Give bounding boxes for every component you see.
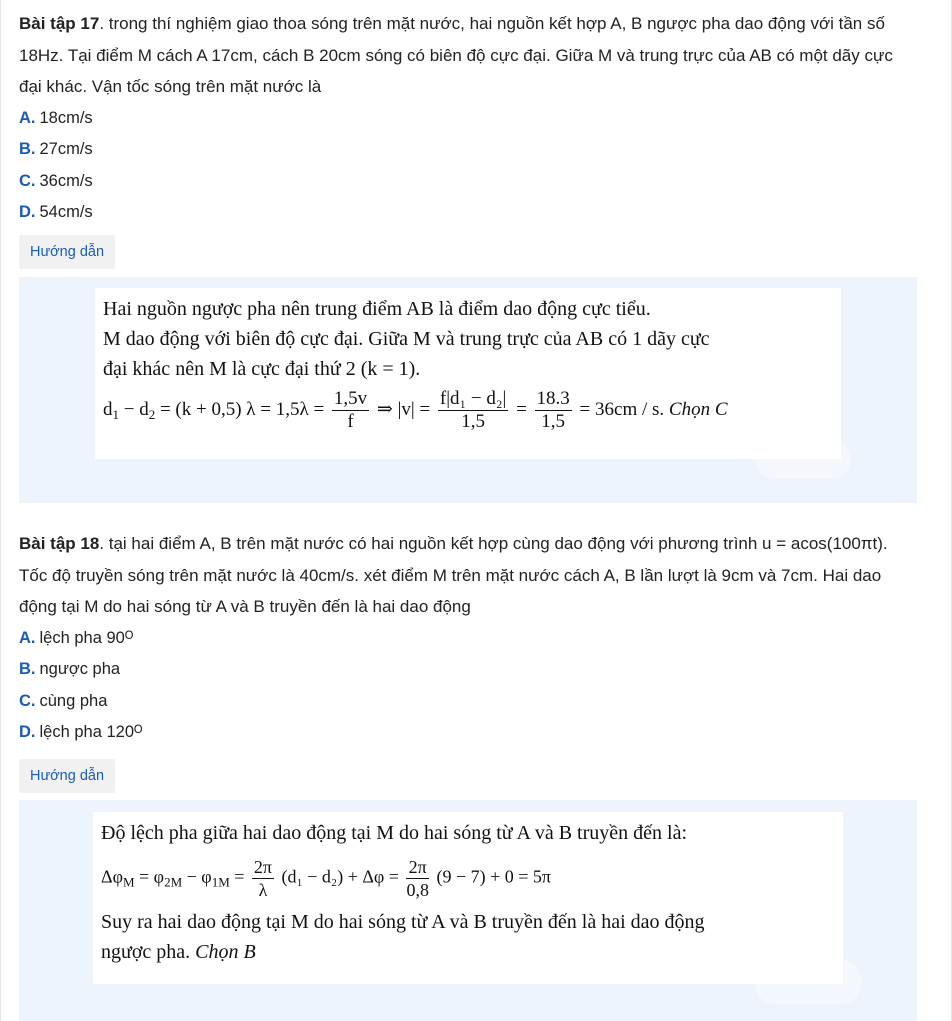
- formula-text: (9 − 7) + 0 = 5π: [436, 866, 551, 887]
- solution-text: ngược pha.: [101, 941, 191, 963]
- formula-text: =: [516, 398, 527, 420]
- solution-choice: Chọn C: [668, 398, 728, 420]
- solution-box-17: [19, 277, 917, 503]
- option-text: ngược pha: [39, 660, 121, 678]
- exercise-18: [19, 528, 917, 749]
- option-b[interactable]: [19, 134, 917, 166]
- exercise-17-title: Bài tập 17: [19, 14, 100, 33]
- option-a[interactable]: [19, 103, 917, 135]
- formula-fraction: $\frac{2\pi}{\lambda}$: [253, 857, 272, 900]
- formula-text: (d₁ − d₂) + Δφ =: [281, 866, 399, 887]
- option-label: D.: [19, 203, 36, 221]
- option-text: 54cm/s: [39, 203, 93, 221]
- formula-fraction: $\frac{18.3}{1,5}$: [536, 388, 570, 432]
- option-label: B.: [19, 140, 36, 158]
- guide-toggle-button[interactable]: Hướng dẫn: [19, 235, 115, 269]
- option-text: 18cm/s: [39, 108, 93, 127]
- option-label: B.: [19, 660, 36, 678]
- solution-image-18: [93, 812, 843, 984]
- formula-fraction: $\frac{1,5v}{f}$: [333, 388, 368, 432]
- option-label: D.: [19, 723, 36, 741]
- formula-fraction: $\frac{\text{f|d₁ − d₂|}}{1,5}$: [439, 388, 507, 432]
- option-c[interactable]: [19, 686, 917, 718]
- option-text: 36cm/s: [39, 171, 93, 190]
- option-label: A.: [19, 628, 36, 647]
- solution-choice: Chọn B: [195, 941, 256, 963]
- exercise-17-question: [19, 8, 917, 103]
- solution-box-18: [19, 800, 917, 1021]
- formula-text: d: [103, 398, 113, 420]
- solution-line: Suy ra hai dao động tại M do hai sóng từ A và B truyền đến là hai dao động: [101, 911, 705, 933]
- solution-image-17: [95, 288, 841, 459]
- formula-fraction: $\frac{2\pi}{0,8}$: [406, 857, 429, 900]
- formula-text: Δφ: [101, 866, 123, 887]
- exercise-17-text: . trong thí nghiệm giao thoa sóng trên mặt nước, hai nguồn kết hợp A, B ngược pha dao động với tần số 18Hz. Tại điểm M cách A 17cm, cách B 20cm sóng có biên độ cực đại. Giữa M và trung trực của AB có một dãy cực đại khác. Vận tốc sóng trên mặt nước là: [19, 14, 893, 96]
- solution-line: Độ lệch pha giữa hai dao động tại M do hai sóng từ A và B truyền đến là:: [101, 822, 688, 844]
- option-text: cùng pha: [39, 691, 108, 710]
- exercise-18-question: [19, 528, 917, 623]
- option-label: C.: [19, 171, 36, 190]
- option-a[interactable]: [19, 623, 917, 655]
- formula-text: = φ: [139, 866, 165, 887]
- solution-line: M dao động với biên độ cực đại. Giữa M và trung trực của AB có 1 dãy cực: [103, 328, 710, 350]
- option-text: lệch pha 120ᴼ: [39, 723, 143, 741]
- option-c[interactable]: [19, 166, 917, 198]
- exercise-18-title: Bài tập 18: [19, 534, 100, 553]
- guide-toggle-button[interactable]: Hướng dẫn: [19, 759, 115, 793]
- solution-line: đại khác nên M là cực đại thứ 2 (k = 1).: [103, 358, 421, 380]
- solution-line: Hai nguồn ngược pha nên trung điểm AB là điểm dao động cực tiểu.: [103, 298, 651, 320]
- option-d[interactable]: [19, 197, 917, 229]
- exercise-17: [19, 8, 917, 229]
- option-label: C.: [19, 691, 36, 710]
- exercise-18-text: . tại hai điểm A, B trên mặt nước có hai nguồn kết hợp cùng dao động với phương trình u = acos(100πt). Tốc độ truyền sóng trên mặt nước là 40cm/s. xét điểm M trên mặt nước cách A, B lần lượt là 9cm và 7cm. Hai dao động tại M do hai sóng từ A và B truyền đến là hai dao động: [19, 534, 888, 616]
- option-d[interactable]: [19, 717, 917, 749]
- option-text: lệch pha 90ᴼ: [39, 628, 134, 647]
- solution-formula: $d_1 - d_2 = (k + 0,5) \lambda = 1,5\lambda$ = $\frac{1,5v}{f}$ ⇒ |v| = $\frac{\text{f|d₁ − d₂|}}{1,5}$ = $\frac{18.3}{1,5}$ = 36cm / s. Chọn C: [103, 388, 728, 432]
- formula-text: = (k + 0,5) λ = 1,5λ =: [159, 398, 325, 420]
- formula-text: − φ: [186, 866, 212, 887]
- formula-text: ⇒ |v| =: [376, 398, 431, 420]
- solution-formula: $\Delta\varphi_M = \varphi_{2M} - \varphi_{1M}$ = $\frac{2\pi}{\lambda}$ (d₁ − d₂) + Δφ = $\frac{2\pi}{0,8}$ (9 − 7) + 0 = 5π: [101, 857, 551, 900]
- solution-line: [101, 937, 835, 967]
- option-b[interactable]: [19, 654, 917, 686]
- option-label: A.: [19, 108, 36, 127]
- formula-text: = 36cm / s.: [579, 398, 665, 420]
- option-text: 27cm/s: [39, 140, 93, 158]
